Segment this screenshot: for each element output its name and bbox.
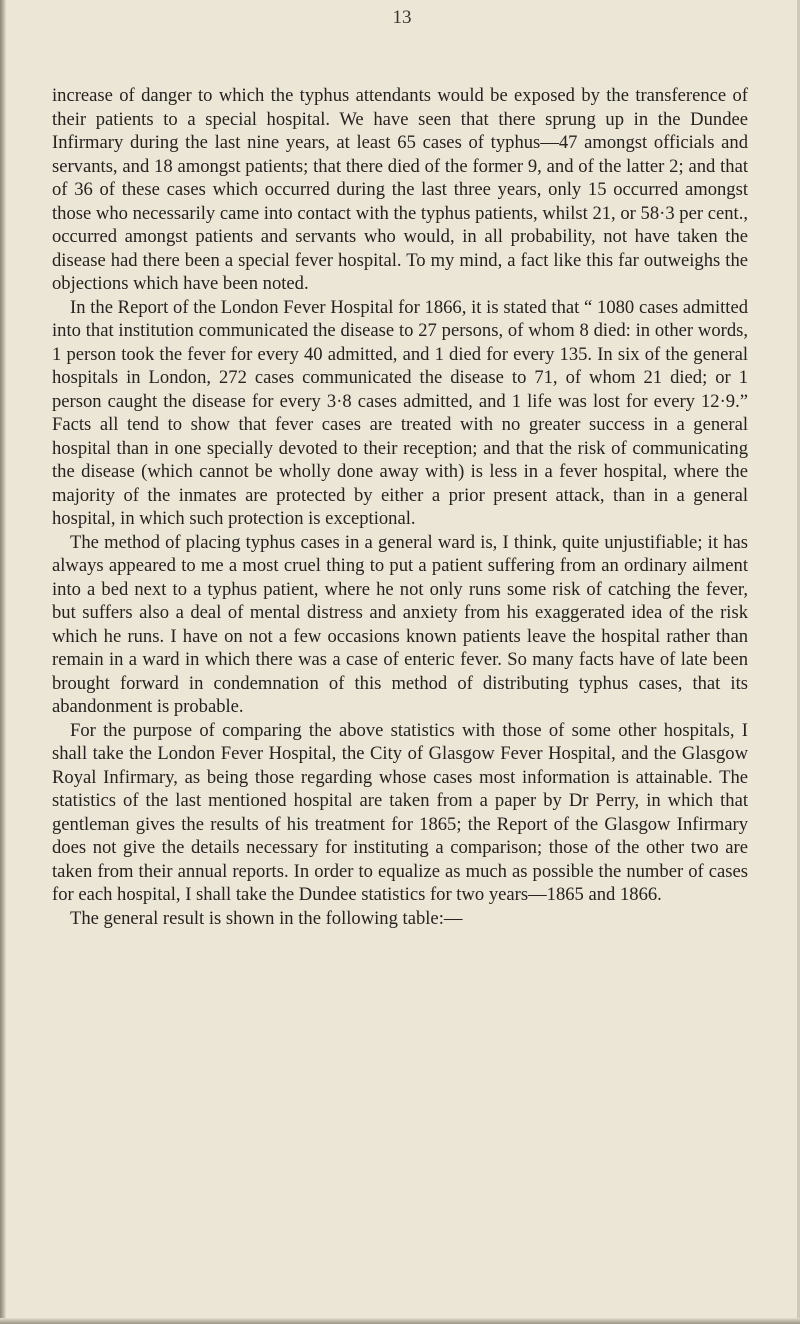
paragraph-continuation: increase of danger to which the typhus attendants would be exposed by the transference of their patients to a special hospital. We have seen that there sprung up in the Dundee Infirmary during the last nine years, at least 65 cases of typhus—47 amongst officials and servants, and 18 amongst patients; that there died of the former 9, and of the latter 2; and that of 36 of these cases which occurred during the last three years, only 15 occurred amongst those who necessarily came into contact with the typhus patients, whilst 21, or 58·3 per cent., occurred amongst patients and servants who would, in all probability, not have taken the disease had there been a special fever hospital. To my mind, a fact like this far outweighs the objections which have been noted. (52, 85, 748, 294)
paragraph-london-fever-report: In the Report of the London Fever Hospital for 1866, it is stated that “ 1080 cases admitted into that institution communicated the disease to 27 persons, of whom 8 died: in other words, 1 person took the fever for every 40 admitted, and 1 died for every 135. In six of the general hospitals in London, 272 cases communicated the disease to 71, of whom 21 died; or 1 person caught the disease for every 3·8 cases admitted, and 1 life was lost for every 12·9.” Facts all tend to show that fever cases are treated with no greater success in a general hospital than in one specially devoted to their reception; and that the risk of communicating the disease (which cannot be wholly done away with) is less in a fever hospital, where the majority of the inmates are protected by either a prior present attack, than in a general hospital, in which such protection is exceptional. (52, 296, 748, 529)
page-number: 13 (392, 7, 412, 28)
page-body-text (52, 84, 748, 930)
paragraph-comparison-hospitals: For the purpose of comparing the above statistics with those of some other hospitals, I shall take the London Fever Hospital, the City of Glasgow Fever Hospital, and the Glasgow Royal Infirmary, as being those regarding whose cases most information is attainable. The statistics of the last mentioned hospital are taken from a paper by Dr Perry, in which that gentleman gives the results of his treatment for 1865; the Report of the Glasgow Infirmary does not give the details necessary for instituting a comparison; those of the other two are taken from their annual reports. In order to equalize as much as possible the number of cases for each hospital, I shall take the Dundee statistics for two years—1865 and 1866. (52, 719, 748, 905)
book-gutter-shadow (0, 0, 6, 1324)
paragraph-table-intro: The general result is shown in the following table:— (70, 907, 463, 929)
page-bottom-edge (0, 1318, 800, 1324)
paragraph-general-ward-method: The method of placing typhus cases in a general ward is, I think, quite unjustifiable; it has always appeared to me a most cruel thing to put a patient suffering from an ordinary ailment into a bed next to a typhus patient, where he not only runs some risk of catching the fever, but suffers also a deal of mental distress and anxiety from his exaggerated idea of the risk which he runs. I have on not a few occasions known patients leave the hospital rather than remain in a ward in which there was a case of enteric fever. So many facts have of late been brought forward in condemnation of this method of distributing typhus cases, that its abandonment is probable. (52, 531, 748, 717)
